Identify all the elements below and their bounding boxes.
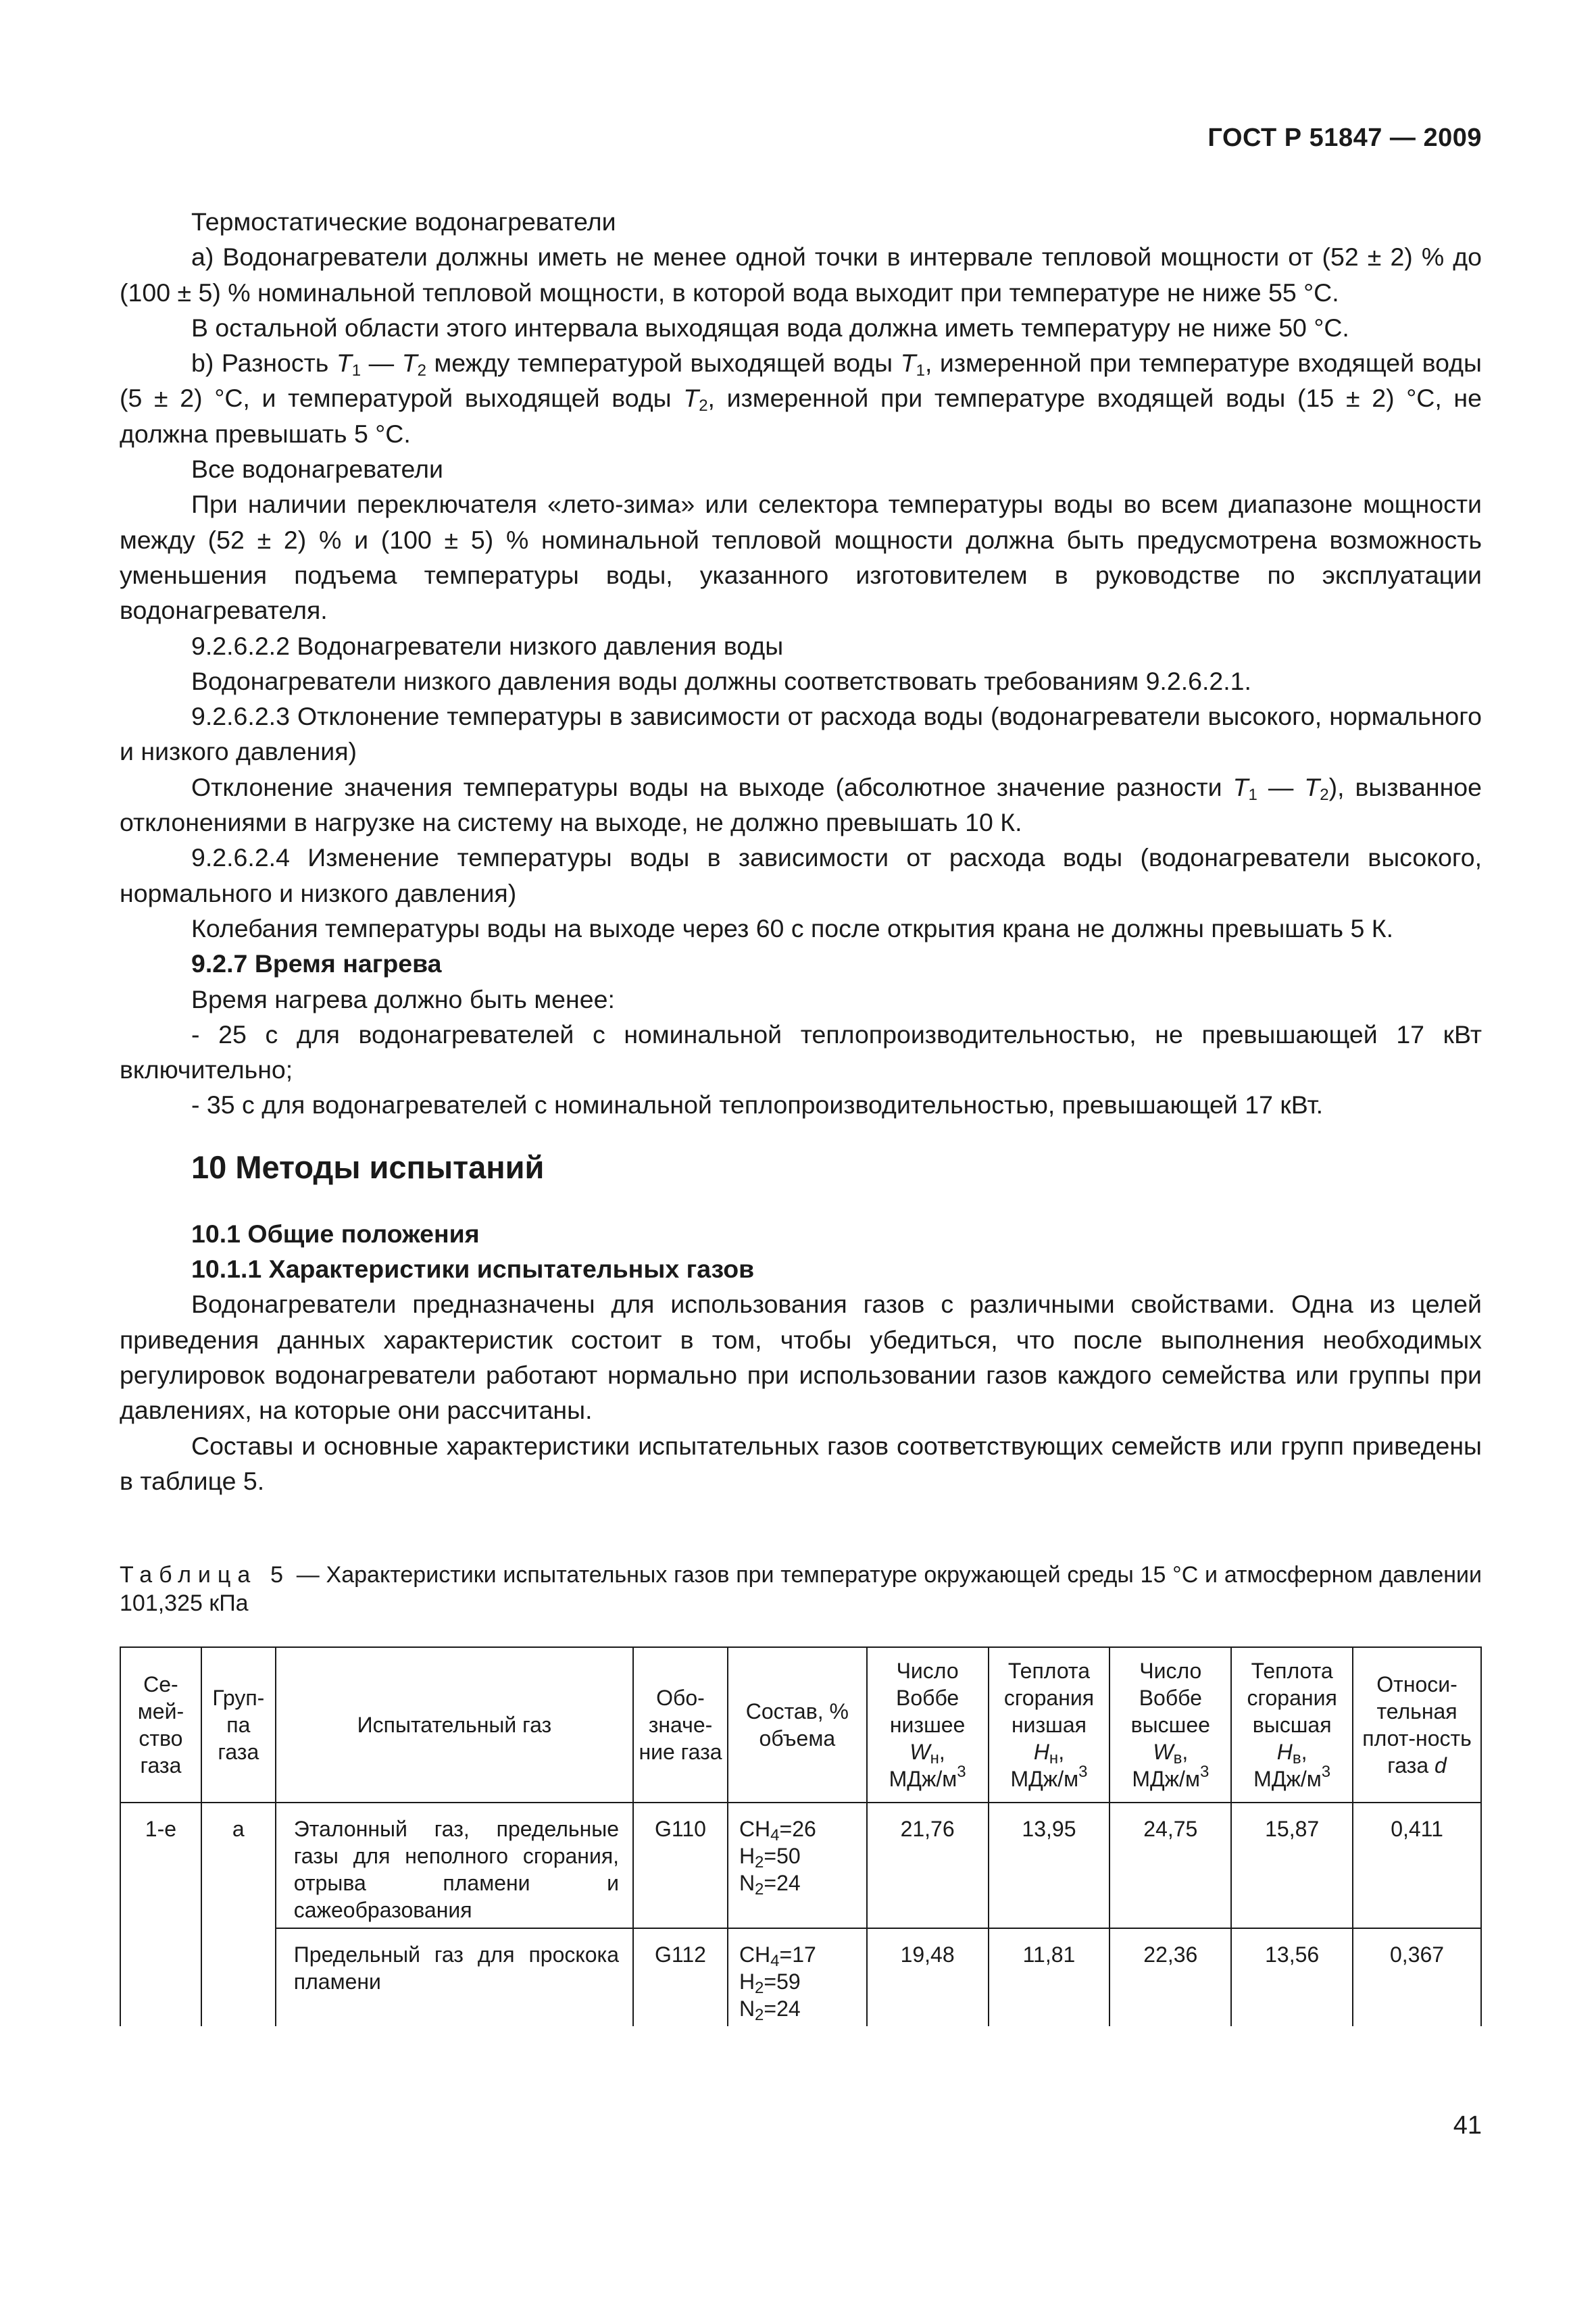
text: , измеренной при температуре входящей воды (15 ± 2) °С, не должна превышать 5 °С. xyxy=(120,384,1482,448)
symbol-t: T xyxy=(900,349,916,378)
formula-value: =50 xyxy=(764,1844,801,1868)
subscript: 2 xyxy=(1320,785,1329,804)
formula-value: =24 xyxy=(764,1996,801,2021)
header-text: Относи-тельная плот-ность газа xyxy=(1362,1672,1472,1778)
cell-designation: G110 xyxy=(633,1803,728,1928)
symbol-t: T xyxy=(683,384,699,413)
section-heading: 10.1 Общие положения xyxy=(191,1219,480,1248)
subscript: 2 xyxy=(755,1979,764,1997)
superscript: 3 xyxy=(1321,1763,1331,1781)
cell-density: 0,411 xyxy=(1353,1803,1481,1928)
formula-element: N xyxy=(739,1996,755,2021)
subscript: 2 xyxy=(755,2006,764,2024)
header-unit: МДж/м xyxy=(1253,1767,1322,1791)
body-text xyxy=(120,204,1482,1499)
superscript: 3 xyxy=(1199,1763,1210,1781)
symbol-t: T xyxy=(401,349,418,378)
formula-element: CH xyxy=(739,1942,771,1967)
cell-group xyxy=(201,1928,276,2026)
paragraph: 9.2.6.2.4 Изменение температуры воды в зависимости от расхода воды (водонагреватели высокого, нормального и низкого давления) xyxy=(120,843,1482,907)
table-caption-text: — Характеристики испытательных газов при температуре окружающей среды 15 °С и атмосферном давлении 101,325 кПа xyxy=(120,1562,1482,1616)
subscript: 2 xyxy=(755,1853,764,1871)
paragraph: а) Водонагреватели должны иметь не менее одной точки в интервале тепловой мощности от (52 ± 2) % до (100 ± 5) % номинальной тепловой мощности, в которой вода выходит при температуре не ниже 55 °С. xyxy=(120,243,1482,307)
paragraph xyxy=(120,345,1482,451)
header-unit: МДж/м xyxy=(1132,1767,1200,1791)
symbol-t: T xyxy=(1232,772,1249,801)
formula-value: =59 xyxy=(764,1969,801,1994)
text: между температурой выходящей воды xyxy=(426,349,901,378)
header-cell: Теплота сгорания низшая $H_н$, МДж/$м^3$ xyxy=(989,1647,1110,1803)
page-number: 41 xyxy=(1453,2111,1482,2140)
cell-composition xyxy=(728,1803,867,1928)
paragraph xyxy=(120,770,1482,840)
paragraph: Колебания температуры воды на выходе через 60 с после открытия крана не должны превышать 5 К. xyxy=(191,913,1394,942)
list-item: - 25 с для водонагревателей с номинальной теплопроизводительностью, не превышающей 17 кВт включительно; xyxy=(120,1020,1482,1084)
document-header: ГОСТ Р 51847 — 2009 xyxy=(1207,124,1482,152)
cell-composition xyxy=(728,1928,867,2026)
paragraph: Составы и основные характеристики испытательных газов соответствующих семейств или групп приведены в таблице 5. xyxy=(120,1431,1482,1495)
subscript: в xyxy=(1292,1749,1301,1767)
header-unit: МДж/м xyxy=(889,1767,957,1791)
cell-wobbe-high: 24,75 xyxy=(1109,1803,1231,1928)
superscript: 3 xyxy=(957,1763,966,1781)
paragraph: Водонагреватели низкого давления воды должны соответствовать требованиям 9.2.6.2.1. xyxy=(191,666,1251,695)
cell-wobbe-high: 22,36 xyxy=(1109,1928,1231,2026)
table-5 xyxy=(120,1646,1482,2026)
header-cell: Число Воббе высшее $W_в$, МДж/$м^3$ xyxy=(1109,1647,1231,1803)
subscript: 4 xyxy=(770,1952,780,1970)
header-text: Число Воббе низшее xyxy=(889,1659,966,1737)
text: b) Разность xyxy=(191,349,336,378)
cell-designation: G112 xyxy=(633,1928,728,2026)
symbol-t: T xyxy=(1304,772,1320,801)
header-symbol: W xyxy=(1153,1740,1174,1764)
paragraph: Все водонагреватели xyxy=(191,455,443,484)
superscript: 3 xyxy=(1078,1763,1088,1781)
header-text: Теплота сгорания высшая xyxy=(1247,1659,1337,1737)
section-heading: 10.1.1 Характеристики испытательных газов xyxy=(191,1255,755,1284)
subscript: 4 xyxy=(770,1826,780,1844)
cell-family xyxy=(120,1928,201,2026)
subscript: 2 xyxy=(755,1880,764,1898)
header-unit: МДж/м xyxy=(1010,1767,1079,1791)
paragraph: 9.2.6.2.2 Водонагреватели низкого давления воды xyxy=(191,631,784,660)
paragraph: В остальной области этого интервала выходящая вода должна иметь температуру не ниже 50 °С. xyxy=(191,313,1349,342)
cell-gas: Предельный газ для проскока пламени xyxy=(276,1928,633,2026)
formula-value: =24 xyxy=(764,1871,801,1895)
subscript: 1 xyxy=(916,361,925,380)
table-label: Таблица 5 xyxy=(120,1562,290,1588)
text: , измеренной при температуре входящей воды (5 ± 2) °С, и температурой выходящей воды xyxy=(120,349,1482,413)
header-symbol: H xyxy=(1033,1740,1049,1764)
cell-wobbe-low: 19,48 xyxy=(867,1928,989,2026)
subscript: в xyxy=(1173,1749,1182,1767)
table-header-row xyxy=(120,1647,1481,1803)
formula-value: =26 xyxy=(779,1817,816,1841)
header-cell: Се-мей-ство газа xyxy=(120,1647,201,1803)
header-cell: Число Воббе низшее $W_н$, МДж/$м^3$ xyxy=(867,1647,989,1803)
symbol-t: T xyxy=(336,349,352,378)
header-cell: Испытательный газ xyxy=(276,1647,633,1803)
cell-family: 1-е xyxy=(120,1803,201,1928)
subscript: 2 xyxy=(417,361,426,380)
formula-element: H xyxy=(739,1969,755,1994)
paragraph: При наличии переключателя «лето-зима» или селектора температуры воды во всем диапазоне мощности между (52 ± 2) % и (100 ± 5) % номинальной тепловой мощности должна быть предусмотрена возможность уменьшения подъема температуры воды, указанного изготовителем в руководстве по эксплуатации водонагревателя. xyxy=(120,490,1482,625)
text: ), вызванное отклонениями в нагрузке на систему на выходе, не должно превышать 10 К. xyxy=(120,772,1482,837)
paragraph: Термостатические водонагреватели xyxy=(191,207,616,236)
subscript: 1 xyxy=(351,361,361,380)
header-cell xyxy=(1353,1647,1481,1803)
section-heading: 9.2.7 Время нагрева xyxy=(191,949,442,978)
paragraph: Водонагреватели предназначены для использования газов с различными свойствами. Одна из целей приведения данных характеристик состоит в том, чтобы убедиться, что после выполнения необходимых регулировок водонагреватели работают нормально при использовании газов каждого семейства или группы при давлениях, на которые они рассчитаны. xyxy=(120,1290,1482,1425)
header-cell: Состав, % объема xyxy=(728,1647,867,1803)
header-symbol: W xyxy=(909,1740,930,1764)
header-symbol: H xyxy=(1276,1740,1293,1764)
text: Отклонение значения температуры воды на выходе (абсолютное значение разности xyxy=(191,772,1233,801)
subscript: н xyxy=(1049,1749,1059,1767)
formula-element: H xyxy=(739,1844,755,1868)
cell-heat-low: 13,95 xyxy=(989,1803,1110,1928)
header-symbol: d xyxy=(1435,1753,1447,1778)
header-cell: Обо-значе-ние газа xyxy=(633,1647,728,1803)
header-text: Число Воббе высшее xyxy=(1130,1659,1210,1737)
table-row xyxy=(120,1928,1481,2026)
cell-heat-high: 15,87 xyxy=(1231,1803,1353,1928)
table-caption xyxy=(120,1561,1482,1617)
list-item: - 35 с для водонагревателей с номинальной теплопроизводительностью, превышающей 17 кВт. xyxy=(191,1090,1324,1120)
text: — xyxy=(361,349,402,378)
formula-element: N xyxy=(739,1871,755,1895)
cell-density: 0,367 xyxy=(1353,1928,1481,2026)
table-row xyxy=(120,1803,1481,1928)
cell-heat-low: 11,81 xyxy=(989,1928,1110,2026)
formula-element: CH xyxy=(739,1817,771,1841)
header-text: Теплота сгорания низшая xyxy=(1003,1659,1095,1737)
paragraph: 9.2.6.2.3 Отклонение температуры в зависимости от расхода воды (водонагреватели высокого, нормального и низкого давления) xyxy=(120,702,1482,766)
cell-gas: Эталонный газ, предельные газы для неполного сгорания, отрыва пламени и сажеобразования xyxy=(276,1803,633,1928)
header-cell: Груп-па газа xyxy=(201,1647,276,1803)
subscript: н xyxy=(930,1749,939,1767)
cell-heat-high: 13,56 xyxy=(1231,1928,1353,2026)
chapter-heading: 10 Методы испытаний xyxy=(191,1149,545,1185)
paragraph: Время нагрева должно быть менее: xyxy=(191,984,615,1013)
header-cell: Теплота сгорания высшая $H_в$, МДж/$м^3$ xyxy=(1231,1647,1353,1803)
text: — xyxy=(1257,772,1305,801)
cell-wobbe-low: 21,76 xyxy=(867,1803,989,1928)
cell-group: a xyxy=(201,1803,276,1928)
formula-value: =17 xyxy=(779,1942,816,1967)
subscript: 2 xyxy=(699,397,708,416)
subscript: 1 xyxy=(1248,785,1257,804)
